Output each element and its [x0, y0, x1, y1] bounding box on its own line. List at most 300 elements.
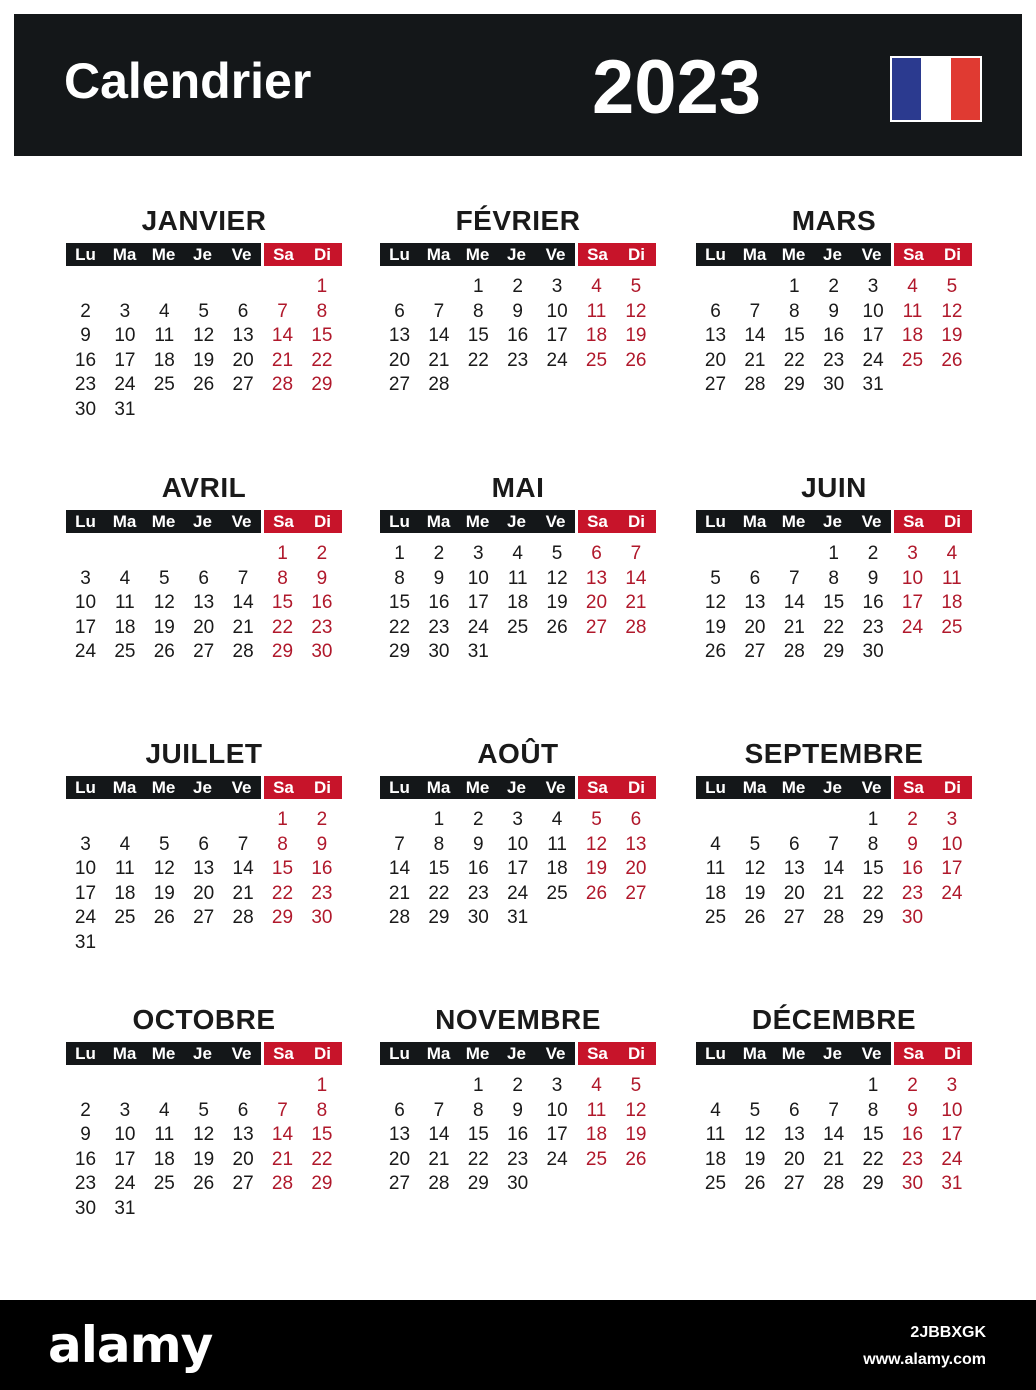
day-cell: 28	[271, 374, 294, 396]
day-cell: 24	[74, 641, 97, 663]
day-cell: 30	[901, 907, 924, 929]
day-cell: 31	[114, 399, 136, 420]
day-cell: 31	[467, 641, 489, 663]
day-cell: 28	[783, 641, 805, 663]
day-cell: 20	[625, 858, 647, 880]
day-cell: 27	[193, 907, 215, 929]
day-cell: 22	[388, 616, 411, 638]
weekday-label: Di	[303, 243, 342, 266]
weekday-label: Sa	[264, 243, 303, 266]
day-cell: 13	[193, 858, 215, 880]
day-cell: 4	[119, 567, 131, 589]
day-cell: 16	[507, 325, 529, 347]
day-cell: 29	[311, 374, 333, 396]
day-cell: 2	[512, 276, 523, 297]
day-cell: 8	[277, 833, 288, 855]
day-cell: 17	[941, 1124, 963, 1146]
day-cell: 9	[512, 300, 523, 322]
day-cell: 20	[193, 616, 215, 638]
day-cell: 21	[232, 882, 254, 904]
day-cell: 3	[907, 543, 918, 564]
day-cell: 12	[744, 858, 766, 880]
day-cell: 13	[783, 858, 805, 880]
weekday-header	[696, 243, 972, 266]
weekday-label: Ve	[536, 776, 575, 799]
day-cell: 24	[941, 882, 963, 904]
weekday-label: Di	[617, 776, 656, 799]
day-cell: 26	[585, 882, 608, 904]
day-cell: 28	[232, 907, 254, 929]
day-cell: 17	[114, 1148, 136, 1170]
day-cell: 6	[394, 1099, 405, 1121]
day-cell: 26	[744, 907, 766, 929]
day-cell: 22	[311, 1148, 333, 1170]
day-cell: 17	[467, 592, 489, 614]
day-cell: 5	[159, 833, 170, 855]
day-cell: 30	[311, 641, 333, 663]
day-cell: 1	[473, 1075, 484, 1096]
day-cell: 26	[153, 641, 175, 663]
weekday-label: Ve	[852, 1042, 891, 1065]
footer-url: www.alamy.com	[863, 1351, 986, 1368]
day-cell: 25	[901, 349, 924, 371]
day-cell: 25	[585, 1148, 608, 1170]
weekday-label: Sa	[894, 243, 933, 266]
day-cell: 9	[512, 1099, 523, 1121]
day-cell: 19	[625, 325, 647, 347]
day-cell: 7	[433, 1099, 445, 1121]
day-cell: 10	[546, 300, 568, 322]
weekday-header	[66, 776, 342, 799]
weekday-label: Di	[303, 1042, 342, 1065]
day-cell: 28	[823, 907, 845, 929]
day-cell: 8	[316, 1099, 328, 1121]
day-cell: 24	[546, 1148, 568, 1170]
weekday-label: Je	[497, 776, 536, 799]
weekday-label: Ve	[536, 510, 575, 533]
day-cell: 18	[941, 592, 963, 614]
day-cell: 18	[153, 349, 175, 371]
day-cell: 8	[828, 567, 839, 589]
day-cell: 18	[585, 325, 608, 347]
day-cell: 29	[428, 907, 450, 929]
day-cell: 11	[115, 858, 135, 880]
day-cell: 8	[277, 567, 288, 589]
weekday-label: Sa	[264, 510, 303, 533]
day-cell: 6	[198, 567, 209, 589]
day-cell: 15	[271, 858, 294, 880]
day-cell: 6	[789, 1099, 800, 1121]
day-cell: 21	[271, 1148, 294, 1170]
day-cell: 27	[232, 1173, 254, 1195]
day-cell: 27	[585, 616, 608, 638]
day-cell: 17	[74, 882, 97, 904]
day-cell: 11	[902, 300, 923, 322]
weekday-label: Je	[183, 510, 222, 533]
day-cell: 7	[828, 1099, 839, 1121]
weekday-label: Me	[774, 1042, 813, 1065]
day-cell: 4	[119, 833, 131, 855]
day-cell: 19	[941, 325, 963, 347]
day-cell: 1	[789, 276, 800, 297]
day-cell: 30	[507, 1173, 529, 1195]
day-cell: 7	[789, 567, 800, 589]
day-cell: 1	[316, 1075, 328, 1096]
day-cell: 26	[744, 1173, 766, 1195]
day-cell: 8	[789, 300, 800, 322]
day-cell: 4	[512, 543, 523, 564]
day-cell: 20	[388, 349, 411, 371]
day-cell: 12	[625, 1099, 647, 1121]
day-cell: 30	[862, 641, 884, 663]
day-cell: 2	[512, 1075, 523, 1096]
weekday-label: Sa	[578, 776, 617, 799]
day-cell: 10	[74, 858, 97, 880]
day-cell: 22	[783, 349, 805, 371]
month-block	[696, 738, 972, 968]
day-cell: 1	[316, 276, 328, 297]
day-cell: 1	[828, 543, 839, 564]
day-cell: 11	[507, 567, 528, 589]
day-cell: 24	[941, 1148, 963, 1170]
weekday-label: Sa	[894, 1042, 933, 1065]
day-cell: 28	[428, 374, 450, 396]
day-cell: 24	[507, 882, 529, 904]
day-cell: 6	[394, 300, 405, 322]
alamy-logo: alamy	[48, 1316, 213, 1374]
weekday-label: Sa	[578, 510, 617, 533]
month-block	[696, 1004, 972, 1234]
month-name: MARS	[791, 205, 877, 236]
day-cell: 16	[507, 1124, 529, 1146]
day-cell: 13	[232, 325, 254, 347]
day-cell: 31	[507, 907, 529, 929]
weekday-label: Me	[144, 1042, 183, 1065]
weekday-label: Je	[813, 1042, 852, 1065]
day-cell: 20	[744, 616, 766, 638]
month-block	[380, 472, 656, 702]
day-cell: 9	[433, 567, 445, 589]
day-cell: 7	[277, 1099, 288, 1121]
day-cell: 10	[546, 1099, 568, 1121]
day-cell: 10	[862, 300, 884, 322]
day-cell: 3	[80, 567, 91, 589]
day-cell: 9	[867, 567, 879, 589]
day-cell: 30	[311, 907, 333, 929]
day-cell: 3	[119, 300, 131, 322]
month-block	[696, 472, 972, 702]
day-cell: 17	[862, 325, 884, 347]
day-cell: 25	[507, 616, 529, 638]
day-cell: 24	[901, 616, 924, 638]
day-cell: 4	[710, 1099, 721, 1121]
day-cell: 19	[546, 592, 568, 614]
day-cell: 20	[193, 882, 215, 904]
day-cell: 16	[862, 592, 884, 614]
weekday-label: Ma	[105, 1042, 144, 1065]
month-name: OCTOBRE	[132, 1004, 276, 1035]
day-cell: 26	[193, 374, 215, 396]
day-cell: 19	[744, 1148, 766, 1170]
day-cell: 30	[467, 907, 489, 929]
day-cell: 15	[428, 858, 450, 880]
month-block	[696, 205, 972, 435]
day-cell: 28	[744, 374, 766, 396]
day-cell: 24	[862, 349, 884, 371]
day-cell: 9	[907, 1099, 918, 1121]
day-cell: 26	[625, 1148, 647, 1170]
day-cell: 22	[467, 1148, 489, 1170]
day-cell: 2	[828, 276, 839, 297]
day-cell: 27	[388, 1173, 411, 1195]
day-cell: 13	[388, 1124, 411, 1146]
day-cell: 4	[159, 300, 170, 322]
weekday-label: Ve	[222, 1042, 261, 1065]
month-block	[66, 1004, 342, 1234]
weekday-label: Je	[183, 1042, 222, 1065]
day-cell: 26	[625, 349, 647, 371]
day-cell: 10	[941, 833, 963, 855]
day-cell: 23	[862, 616, 884, 638]
day-cell: 31	[862, 374, 884, 396]
day-cell: 15	[467, 1124, 489, 1146]
day-cell: 5	[749, 833, 761, 855]
day-cell: 17	[546, 325, 568, 347]
day-cell: 25	[704, 1173, 727, 1195]
weekday-label: Me	[144, 510, 183, 533]
day-cell: 1	[473, 276, 484, 297]
day-cell: 10	[74, 592, 97, 614]
weekday-label: Di	[617, 510, 656, 533]
weekday-label: Lu	[66, 510, 105, 533]
day-cell: 20	[388, 1148, 411, 1170]
day-cell: 14	[232, 592, 254, 614]
day-cell: 23	[467, 882, 489, 904]
day-cell: 30	[74, 399, 97, 420]
day-cell: 10	[467, 567, 489, 589]
weekday-header	[380, 243, 656, 266]
day-cell: 19	[193, 349, 215, 371]
day-cell: 25	[704, 907, 727, 929]
day-cell: 26	[546, 616, 568, 638]
day-cell: 11	[154, 325, 175, 347]
day-cell: 6	[789, 833, 800, 855]
day-cell: 14	[388, 858, 411, 880]
weekday-label: Lu	[696, 243, 735, 266]
day-cell: 11	[705, 858, 726, 880]
day-cell: 30	[901, 1173, 924, 1195]
month-name: NOVEMBRE	[435, 1004, 601, 1035]
day-cell: 29	[862, 907, 884, 929]
day-cell: 2	[473, 809, 484, 830]
day-cell: 3	[473, 543, 484, 564]
day-cell: 27	[388, 374, 411, 396]
month-block	[66, 205, 342, 435]
day-cell: 22	[862, 1148, 884, 1170]
day-cell: 14	[625, 567, 647, 589]
day-cell: 9	[907, 833, 918, 855]
day-cell: 23	[428, 616, 450, 638]
day-cell: 13	[193, 592, 215, 614]
day-cell: 23	[823, 349, 845, 371]
month-block	[380, 738, 656, 968]
weekday-header	[696, 776, 972, 799]
day-cell: 22	[467, 349, 489, 371]
day-cell: 21	[783, 616, 805, 638]
day-cell: 25	[114, 907, 136, 929]
day-cell: 25	[585, 349, 608, 371]
day-cell: 8	[316, 300, 328, 322]
day-cell: 21	[625, 592, 647, 614]
day-cell: 4	[159, 1099, 170, 1121]
day-cell: 18	[704, 882, 727, 904]
day-cell: 14	[783, 592, 805, 614]
day-cell: 21	[388, 882, 411, 904]
month-name: JUILLET	[145, 738, 263, 769]
weekday-label: Me	[144, 776, 183, 799]
month-block	[380, 205, 656, 435]
day-cell: 8	[867, 1099, 879, 1121]
day-cell: 7	[237, 567, 249, 589]
day-cell: 13	[585, 567, 608, 589]
day-cell: 12	[193, 1124, 215, 1146]
weekday-label: Di	[933, 1042, 972, 1065]
day-cell: 28	[271, 1173, 294, 1195]
month-name: AVRIL	[161, 472, 247, 503]
day-cell: 3	[867, 276, 879, 297]
day-cell: 25	[546, 882, 568, 904]
month-name: JANVIER	[141, 205, 267, 236]
weekday-label: Je	[813, 776, 852, 799]
day-cell: 12	[941, 300, 963, 322]
weekday-label: Je	[183, 243, 222, 266]
month-name: JUIN	[801, 472, 867, 503]
weekday-label: Lu	[696, 510, 735, 533]
day-cell: 7	[277, 300, 288, 322]
day-cell: 5	[946, 276, 958, 297]
day-cell: 24	[114, 374, 136, 396]
weekday-label: Ve	[852, 776, 891, 799]
weekday-label: Sa	[894, 776, 933, 799]
day-cell: 6	[749, 567, 761, 589]
day-cell: 1	[277, 543, 288, 564]
day-cell: 15	[862, 858, 884, 880]
weekday-label: Sa	[578, 1042, 617, 1065]
day-cell: 9	[80, 325, 91, 347]
day-cell: 16	[74, 1148, 97, 1170]
weekday-label: Ve	[536, 1042, 575, 1065]
day-cell: 31	[74, 932, 97, 953]
weekday-label: Me	[458, 510, 497, 533]
day-cell: 23	[901, 882, 924, 904]
weekday-label: Lu	[66, 1042, 105, 1065]
day-cell: 1	[277, 809, 288, 830]
day-cell: 23	[311, 882, 333, 904]
weekday-label: Di	[933, 510, 972, 533]
day-cell: 24	[546, 349, 568, 371]
day-cell: 22	[311, 349, 333, 371]
day-cell: 11	[705, 1124, 726, 1146]
day-cell: 11	[942, 567, 962, 589]
day-cell: 19	[193, 1148, 215, 1170]
weekday-label: Me	[774, 510, 813, 533]
day-cell: 19	[153, 616, 175, 638]
day-cell: 2	[907, 1075, 918, 1096]
day-cell: 16	[901, 1124, 924, 1146]
day-cell: 27	[783, 1173, 805, 1195]
day-cell: 11	[547, 833, 567, 855]
weekday-label: Ma	[735, 243, 774, 266]
day-cell: 4	[907, 276, 918, 297]
day-cell: 14	[428, 325, 450, 347]
weekday-label: Ve	[852, 243, 891, 266]
weekday-label: Sa	[264, 1042, 303, 1065]
weekday-header	[380, 776, 656, 799]
footer-banner	[0, 1300, 1036, 1390]
month-name: MAI	[491, 472, 545, 503]
day-cell: 3	[551, 276, 563, 297]
weekday-label: Me	[144, 243, 183, 266]
day-cell: 19	[625, 1124, 647, 1146]
weekday-label: Ve	[222, 776, 261, 799]
day-cell: 22	[428, 882, 450, 904]
month-block	[66, 738, 342, 968]
weekday-label: Ma	[419, 510, 458, 533]
day-cell: 5	[710, 567, 721, 589]
weekday-label: Ma	[735, 776, 774, 799]
day-cell: 11	[586, 1099, 607, 1121]
day-cell: 23	[74, 374, 97, 396]
day-cell: 7	[749, 300, 761, 322]
weekday-label: Ve	[222, 243, 261, 266]
day-cell: 11	[115, 592, 135, 614]
weekday-label: Lu	[380, 510, 419, 533]
day-cell: 22	[271, 616, 294, 638]
day-cell: 28	[232, 641, 254, 663]
weekday-label: Di	[303, 510, 342, 533]
weekday-label: Je	[183, 776, 222, 799]
day-cell: 22	[862, 882, 884, 904]
day-cell: 27	[704, 374, 727, 396]
day-cell: 7	[237, 833, 249, 855]
day-cell: 2	[316, 809, 328, 830]
day-cell: 6	[198, 833, 209, 855]
day-cell: 3	[80, 833, 91, 855]
day-cell: 17	[114, 349, 136, 371]
weekday-label: Di	[933, 243, 972, 266]
day-cell: 3	[946, 1075, 958, 1096]
day-cell: 12	[585, 833, 608, 855]
day-cell: 18	[153, 1148, 175, 1170]
day-cell: 5	[159, 567, 170, 589]
day-cell: 16	[311, 592, 333, 614]
day-cell: 30	[74, 1198, 97, 1219]
day-cell: 10	[941, 1099, 963, 1121]
day-cell: 4	[710, 833, 721, 855]
day-cell: 11	[586, 300, 607, 322]
day-cell: 17	[546, 1124, 568, 1146]
day-cell: 19	[704, 616, 727, 638]
day-cell: 12	[744, 1124, 766, 1146]
day-cell: 30	[428, 641, 450, 663]
day-cell: 9	[828, 300, 839, 322]
weekday-header	[696, 510, 972, 533]
weekday-label: Sa	[578, 243, 617, 266]
day-cell: 16	[901, 858, 924, 880]
weekday-label: Ma	[419, 243, 458, 266]
weekday-header	[380, 1042, 656, 1065]
day-cell: 22	[271, 882, 294, 904]
